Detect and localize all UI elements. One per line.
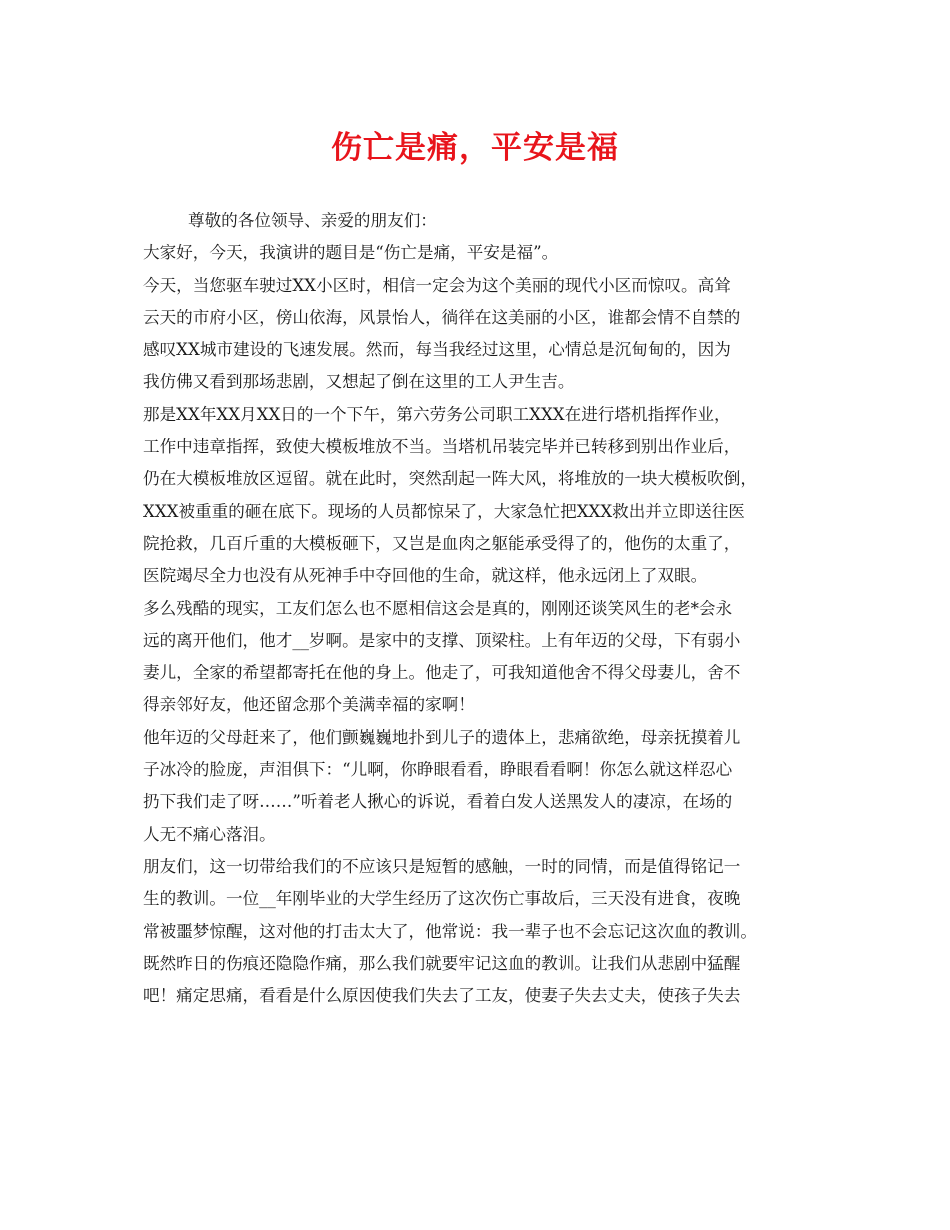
text-line: 工作中违章指挥，致使大模板堆放不当。当塔机吊装完毕并已转移到别出作业后， (143, 437, 741, 457)
text-line: 吧！痛定思痛，看看是什么原因使我们失去了工友，使妻子失去丈夫，使孩子失去 (143, 986, 741, 1006)
text-line: 朋友们，这一切带给我们的不应该只是短暂的感触，一时的同情，而是值得铭记一 (143, 856, 741, 876)
text-line: 我仿佛又看到那场悲剧，又想起了倒在这里的工人尹生吉。 (143, 372, 575, 392)
text-line: 感叹XX城市建设的飞速发展。然而，每当我经过这里，心情总是沉甸甸的，因为 (143, 340, 731, 360)
document-body (143, 205, 828, 1012)
text-line: 院抢救，几百斤重的大模板砸下，又岂是血肉之躯能承受得了的，他伤的太重了， (143, 533, 741, 553)
text-line: 那是XX年XX月XX日的一个下午，第六劳务公司职工XXX在进行塔机指挥作业， (143, 404, 731, 424)
text-line: 妻儿，全家的希望都寄托在他的身上。他走了，可我知道他舍不得父母妻儿，舍不 (143, 663, 741, 683)
text-line: 云天的市府小区，傍山依海，风景怡人，徜徉在这美丽的小区，谁都会情不自禁的 (143, 307, 741, 327)
text-line: 得亲邻好友，他还留念那个美满幸福的家啊！ (143, 695, 475, 715)
text-line: 大家好，今天，我演讲的题目是“伤亡是痛，平安是福”。 (143, 243, 559, 263)
text-line: 医院竭尽全力也没有从死神手中夺回他的生命，就这样，他永远闭上了双眼。 (143, 566, 708, 586)
text-line: 子冰冷的脸庞，声泪俱下：“儿啊，你睁眼看看，睁眼看看啊！你怎么就这样忍心 (143, 760, 733, 780)
text-line: 远的离开他们，他才__岁啊。是家中的支撑、顶梁柱。上有年迈的父母，下有弱小 (143, 630, 741, 650)
text-line: 常被噩梦惊醒，这对他的打击太大了，他常说：我一辈子也不会忘记这次血的教训。 (143, 921, 757, 941)
text-line: XXX被重重的砸在底下。现场的人员都惊呆了，大家急忙把XXX救出并立即送往医 (143, 501, 745, 521)
text-line: 他年迈的父母赶来了，他们颤巍巍地扑到儿子的遗体上，悲痛欲绝，母亲抚摸着儿 (143, 727, 741, 747)
text-line: 多么残酷的现实，工友们怎么也不愿相信这会是真的，刚刚还谈笑风生的老*会永 (143, 598, 733, 618)
text-line: 扔下我们走了呀……”听着老人揪心的诉说，看着白发人送黑发人的凄凉，在场的 (143, 792, 733, 812)
text-line: 今天，当您驱车驶过XX小区时，相信一定会为这个美丽的现代小区而惊叹。高耸 (143, 275, 731, 295)
text-line: 既然昨日的伤痕还隐隐作痛，那么我们就要牢记这血的教训。让我们从悲剧中猛醒 (143, 953, 741, 973)
text-line: 仍在大模板堆放区逗留。就在此时，突然刮起一阵大风，将堆放的一块大模板吹倒， (143, 469, 757, 489)
text-line: 人无不痛心落泪。 (143, 824, 276, 844)
salutation-line: 尊敬的各位领导、亲爱的朋友们： (188, 211, 437, 230)
document-title: 伤亡是痛，平安是福 (331, 130, 619, 166)
text-line: 生的教训。一位__年刚毕业的大学生经历了这次伤亡事故后，三天没有进食，夜晚 (143, 889, 741, 909)
